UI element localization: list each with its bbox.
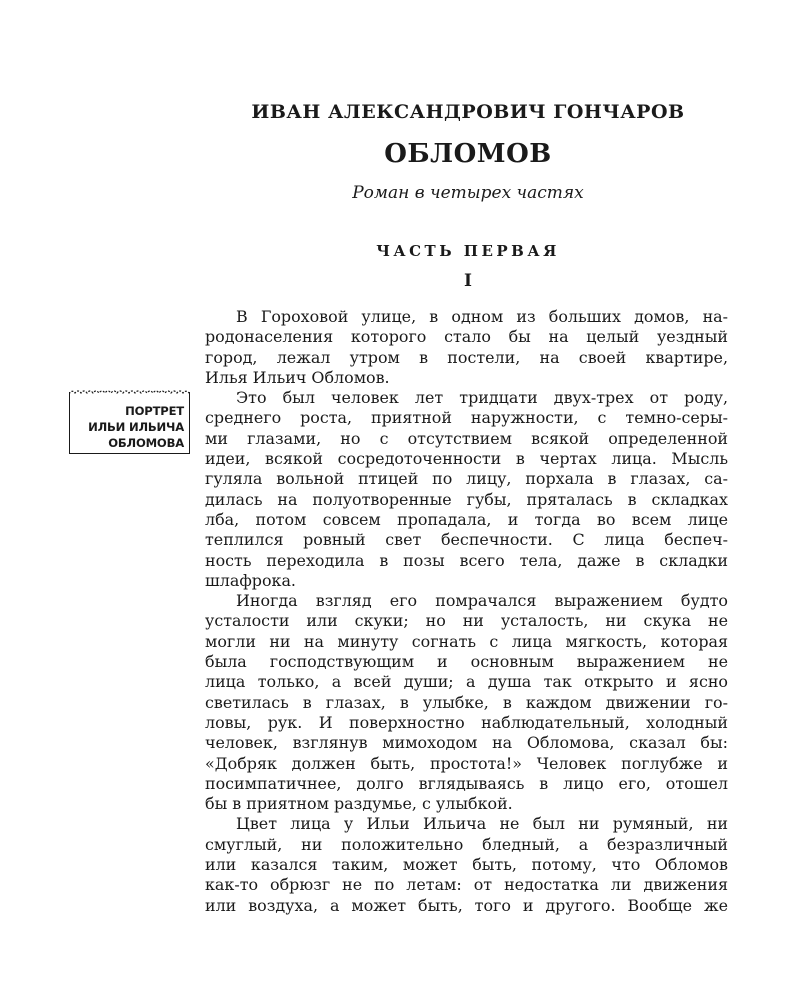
text-line: Цвет лица у Ильи Ильича не был ни румяный, ни bbox=[236, 814, 728, 834]
text-line: гуляла вольной птицей по лицу, порхала в глазах, са- bbox=[205, 469, 728, 489]
author-name: ИВАН АЛЕКСАНДРОВИЧ ГОНЧАРОВ bbox=[251, 101, 685, 123]
text-line: посимпатичнее, долго вглядываясь в лицо его, отошел bbox=[205, 773, 728, 793]
text-line: ловы, рук. И поверхностно наблюдательный, холодный bbox=[205, 712, 728, 732]
part-heading: ЧАСТЬ ПЕРВАЯ bbox=[376, 242, 560, 260]
margin-note-line: ИЛЬИ ИЛЬИЧА bbox=[88, 420, 184, 434]
text-line: Илья Ильич Обломов. bbox=[205, 367, 390, 387]
text-line: идеи, всякой сосредоточенности в чертах лица. Мысль bbox=[205, 449, 728, 469]
text-line: бы в приятном раздумье, с улыбкой. bbox=[205, 794, 513, 814]
text-line: светилась в глазах, в улыбке, в каждом движении го- bbox=[205, 692, 728, 712]
text-line: лба, потом совсем пропадала, и тогда во всем лице bbox=[205, 509, 728, 529]
text-line: среднего роста, приятной наружности, с темно-серы- bbox=[205, 408, 728, 428]
text-line: как-то обрюзг не по летам: от недостатка ли движения bbox=[205, 875, 728, 895]
text-line: могли ни на минуту согнать с лица мягкость, которая bbox=[205, 631, 728, 651]
text-line: человек, взглянув мимоходом на Обломова, сказал бы: bbox=[205, 733, 728, 753]
text-line: дилась на полуотворенные губы, пряталась в складках bbox=[205, 489, 728, 509]
text-line: лица только, а всей души; а душа так открыто и ясно bbox=[205, 672, 728, 692]
margin-note bbox=[69, 392, 190, 454]
chapter-number: I bbox=[464, 271, 472, 291]
text-line: «Добряк должен быть, простота!» Человек поглубже и bbox=[205, 753, 728, 773]
chapter-text bbox=[205, 307, 728, 916]
text-line: город, лежал утром в постели, на своей квартире, bbox=[205, 347, 728, 367]
text-line: В Гороховой улице, в одном из больших домов, на- bbox=[236, 307, 728, 326]
text-line: Это был человек лет тридцати двух-трех от роду, bbox=[236, 388, 728, 408]
text-line: или казался таким, может быть, потому, что Обломов bbox=[205, 855, 728, 875]
text-line: Иногда взгляд его помрачался выражением будто bbox=[236, 591, 728, 611]
text-line: теплился ровный свет беспечности. С лица беспеч- bbox=[205, 530, 728, 550]
text-line: или воздуха, а может быть, того и другого. Вообще же bbox=[205, 895, 728, 915]
text-line: родонаселения которого стало бы на целый уездный bbox=[205, 327, 728, 347]
margin-note-line: ПОРТРЕТ bbox=[125, 404, 184, 418]
torn-edge-decoration bbox=[69, 388, 190, 396]
book-subtitle: Роман в четырех частях bbox=[352, 183, 584, 203]
text-line: усталости или скуки; но ни усталость, ни скука не bbox=[205, 611, 728, 631]
book-title: ОБЛОМОВ bbox=[384, 139, 552, 169]
text-line: ми глазами, но с отсутствием всякой определенной bbox=[205, 428, 728, 448]
text-line: ность переходила в позы всего тела, даже в складки bbox=[205, 550, 728, 570]
margin-note-line: ОБЛОМОВА bbox=[108, 436, 184, 450]
text-line: шлафрока. bbox=[205, 570, 296, 590]
text-line: смуглый, ни положительно бледный, а безразличный bbox=[205, 834, 728, 854]
text-line: была господствующим и основным выражением не bbox=[205, 652, 728, 672]
